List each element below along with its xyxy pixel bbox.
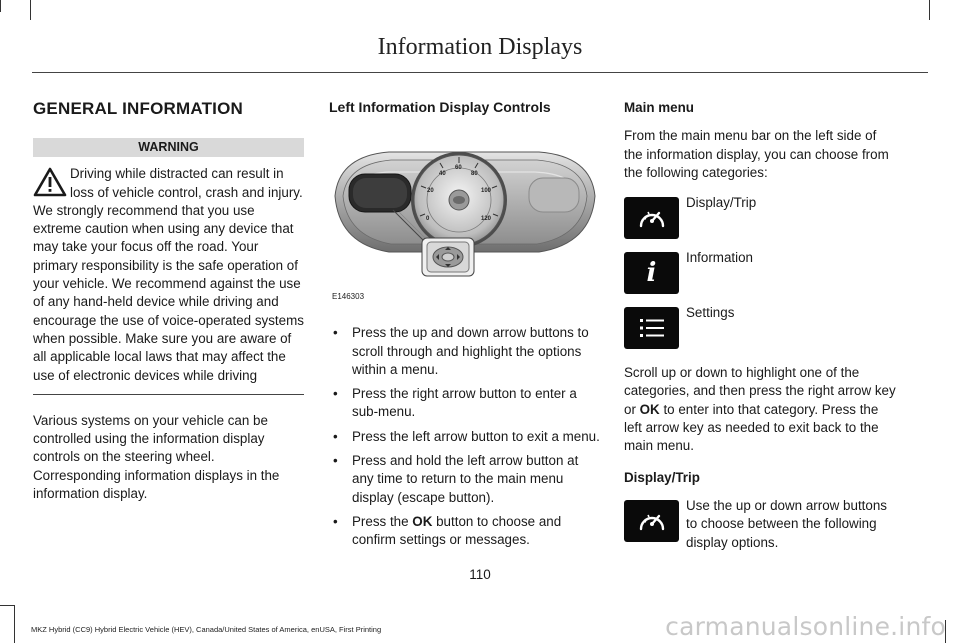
menu-category-label: Display/Trip — [686, 195, 757, 211]
subsection-heading: Display/Trip — [624, 469, 700, 485]
watermark: carmanualsonline.info — [665, 612, 946, 641]
crop-mark — [0, 0, 1, 12]
warning-block — [33, 165, 304, 385]
column-main-menu — [624, 92, 896, 552]
menu-category-label: Information — [686, 250, 753, 266]
list-item — [329, 513, 601, 550]
gauge-tick-label: 80 — [471, 171, 478, 178]
figure-code: E146303 — [332, 292, 365, 301]
warning-label: WARNING — [33, 138, 304, 157]
gauge-tick-label: 40 — [439, 171, 446, 178]
trip-description: Use the up or down arrow buttons to choose between the following display options. — [686, 497, 887, 550]
scroll-text: Scroll up or down to highlight one of the categories, and then press the right arrow key or — [624, 365, 896, 417]
page-number: 110 — [469, 567, 491, 582]
list-item: • Press the right arrow button to enter a sub-menu. — [329, 385, 601, 422]
gauge-tick-label: 0 — [426, 216, 430, 223]
warning-text: Driving while distracted can result in loss of vehicle control, crash and injury. We strongly recommend that you use extreme caution when using any device that may take your focus off the road. Your primary responsibility is the safe operation of your vehicle. We recommend against the use of any hand-held device while driving and encourage the use of voice-operated systems when possible. Make sure you are aware of all applicable local laws that may affect the use of electronic devices while driving — [33, 166, 304, 383]
gauge-tick-label: 60 — [455, 165, 462, 172]
warning-end-divider — [33, 394, 304, 395]
title-divider — [32, 72, 928, 73]
column-general-information — [33, 92, 304, 503]
crop-mark — [30, 0, 31, 20]
crop-mark — [14, 605, 15, 643]
list-item: • Press and hold the left arrow button at any time to return to the main menu display (escape button). — [329, 452, 601, 507]
warning-triangle-icon — [33, 167, 67, 197]
gauge-icon — [624, 197, 679, 239]
gauge-tick-label: 20 — [427, 188, 434, 195]
list-item-text: button to choose and confirm settings or messages. — [352, 513, 562, 548]
menu-category-row — [624, 252, 896, 294]
intro-paragraph: Various systems on your vehicle can be controlled using the information display controls on the steering wheel. Corresponding information displays in the information display. — [33, 412, 280, 502]
footer-text: MKZ Hybrid (CC9) Hybrid Electric Vehicle (HEV), Canada/United States of America, enUSA, First Printing — [31, 625, 382, 634]
scroll-text: to enter into that category. Press the left arrow key as needed to exit back to the main menu. — [624, 401, 879, 454]
information-icon: i — [624, 252, 679, 294]
instrument-cluster-illustration — [329, 134, 599, 294]
section-heading: Main menu — [624, 100, 694, 115]
crop-mark — [0, 605, 15, 606]
page-title: Information Displays — [377, 34, 583, 60]
gauge-icon — [624, 500, 679, 542]
menu-category-row — [624, 307, 896, 349]
column-left-display-controls — [329, 92, 601, 556]
list-item: • Press the left arrow button to exit a menu. — [329, 428, 601, 446]
menu-category-label: Settings — [686, 305, 735, 321]
menu-category-row — [624, 197, 896, 239]
list-item: • Press the up and down arrow buttons to scroll through and highlight the options within a menu. — [329, 324, 601, 379]
controls-list — [329, 324, 601, 549]
ok-emphasis: OK — [639, 401, 660, 417]
gauge-tick-label: 120 — [481, 216, 492, 223]
instrument-cluster-figure — [329, 134, 599, 306]
trip-row — [624, 497, 896, 552]
list-item-text: Press the — [352, 513, 413, 529]
gauge-tick-label: 100 — [481, 188, 492, 195]
main-menu-intro: From the main menu bar on the left side of the information display, you can choose from the following categories: — [624, 128, 889, 180]
ok-emphasis: OK — [412, 513, 433, 529]
settings-list-icon — [624, 307, 679, 349]
crop-mark — [929, 0, 930, 20]
scroll-instructions — [624, 364, 896, 455]
section-heading: GENERAL INFORMATION — [33, 99, 243, 118]
section-heading: Left Information Display Controls — [329, 99, 551, 115]
